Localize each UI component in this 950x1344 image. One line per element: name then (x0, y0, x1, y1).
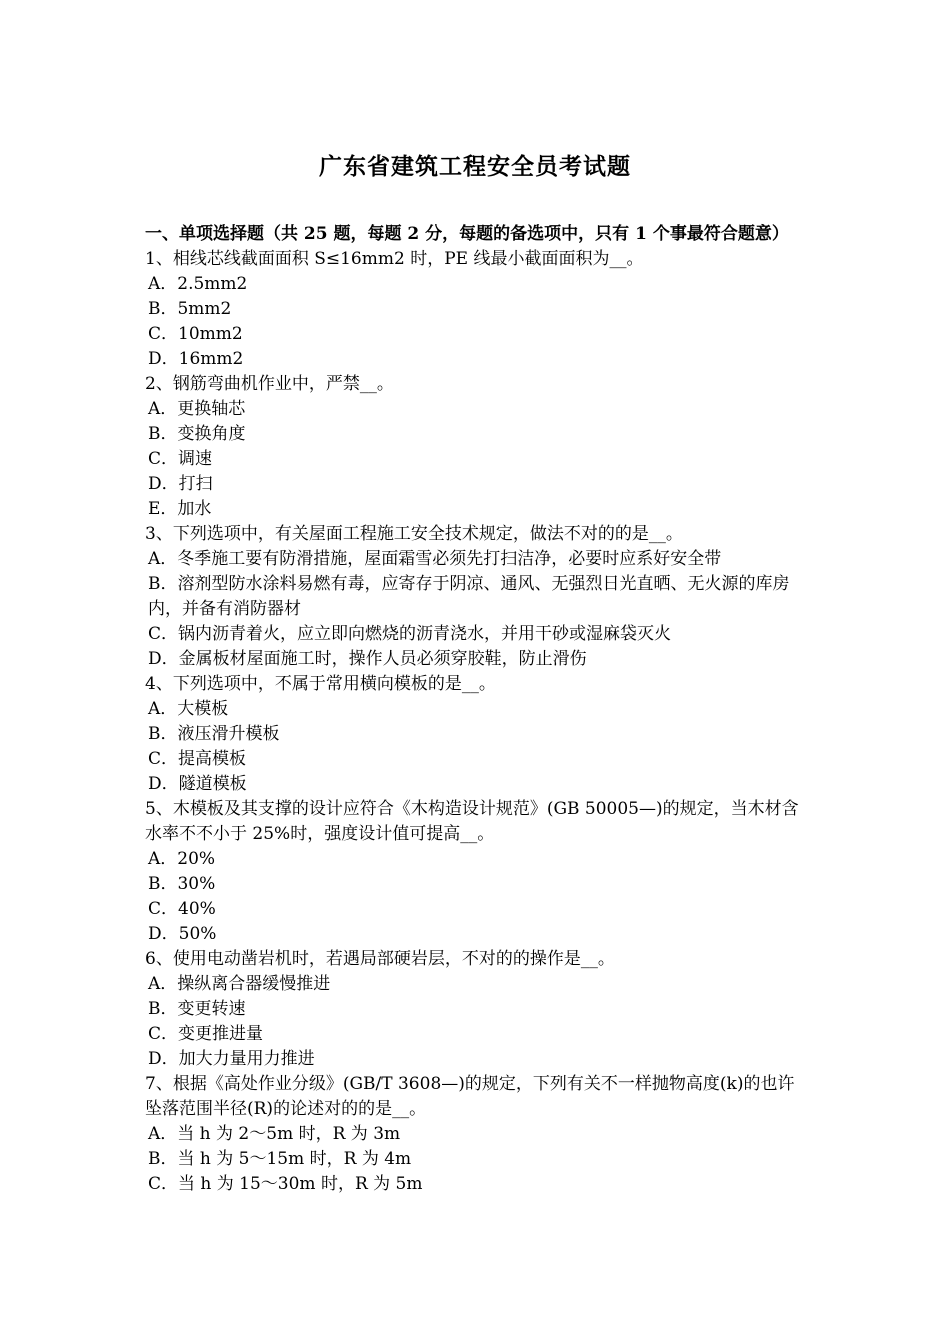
option-c: C．提高模板 (148, 749, 247, 769)
question-text: 1、相线芯线截面面积 S≤16mm2 时，PE 线最小截面面积为__。 (145, 249, 644, 269)
option-a: A．冬季施工要有防滑措施，屋面霜雪必须先打扫洁净，必要时应系好安全带 (148, 549, 722, 569)
question-4 (145, 672, 810, 797)
option-a: A．20% (148, 849, 216, 869)
document-body (145, 222, 810, 1197)
option-b: B．变换角度 (148, 424, 246, 444)
document-title: 广东省建筑工程安全员考试题 (319, 153, 631, 180)
question-text: 3、下列选项中，有关屋面工程施工安全技术规定，做法不对的的是__。 (145, 524, 683, 544)
option-b: B．5mm2 (148, 299, 232, 319)
question-3 (145, 522, 810, 672)
question-text: 6、使用电动凿岩机时，若遇局部硬岩层，不对的的操作是__。 (145, 949, 615, 969)
option-b: B．液压滑升模板 (148, 724, 280, 744)
option-c: C．40% (148, 899, 216, 919)
question-5 (145, 797, 810, 947)
question-text: 2、钢筋弯曲机作业中，严禁__。 (145, 374, 394, 394)
option-a: A．大模板 (148, 699, 229, 719)
option-c: C．当 h 为 15～30m 时，R 为 5m (148, 1174, 423, 1194)
option-b: B．溶剂型防水涂料易燃有毒，应寄存于阴凉、通风、无强烈日光直晒、无火源的库房内，并备有消防器材 (148, 574, 790, 619)
option-d: D．隧道模板 (148, 774, 247, 794)
section-heading: 一、单项选择题（共 25 题，每题 2 分，每题的备选项中，只有 1 个事最符合题意） (145, 224, 789, 244)
option-a: A．操纵离合器缓慢推进 (148, 974, 331, 994)
question-1 (145, 247, 810, 372)
option-d: D．打扫 (148, 474, 213, 494)
option-a: A．更换轴芯 (148, 399, 246, 419)
option-c: C．10mm2 (148, 324, 243, 344)
option-d: D．金属板材屋面施工时，操作人员必须穿胶鞋，防止滑伤 (148, 649, 587, 669)
option-c: C．变更推进量 (148, 1024, 264, 1044)
option-b: B．当 h 为 5～15m 时，R 为 4m (148, 1149, 412, 1169)
question-text: 5、木模板及其支撑的设计应符合《木构造设计规范》(GB 50005—)的规定，当木材含水率不不小于 25%时，强度设计值可提高__。 (145, 799, 799, 844)
question-7 (145, 1072, 810, 1197)
option-a: A．2.5mm2 (148, 274, 248, 294)
option-e: E．加水 (148, 499, 212, 519)
question-text: 7、根据《高处作业分级》(GB/T 3608—)的规定，下列有关不一样抛物高度(k)的也许坠落范围半径(R)的论述对的的是__。 (145, 1074, 795, 1119)
question-2 (145, 372, 810, 522)
option-a: A．当 h 为 2～5m 时，R 为 3m (148, 1124, 401, 1144)
option-b: B．30% (148, 874, 216, 894)
question-6 (145, 947, 810, 1072)
option-d: D．50% (148, 924, 217, 944)
option-c: C．锅内沥青着火，应立即向燃烧的沥青浇水，并用干砂或湿麻袋灭火 (148, 624, 672, 644)
question-text: 4、下列选项中，不属于常用横向模板的是__。 (145, 674, 496, 694)
option-b: B．变更转速 (148, 999, 246, 1019)
option-c: C．调速 (148, 449, 213, 469)
option-d: D．加大力量用力推进 (148, 1049, 315, 1069)
option-d: D．16mm2 (148, 349, 244, 369)
